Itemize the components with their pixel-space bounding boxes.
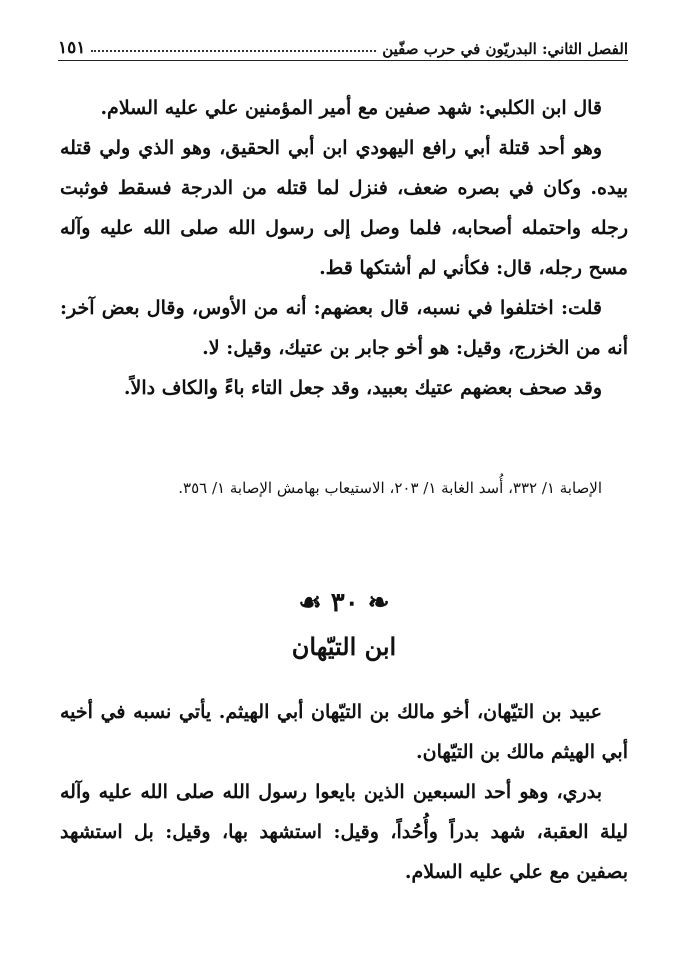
ornament-right-icon: ☙ [298,588,322,618]
running-header [58,30,628,58]
header-dot-leader [91,49,376,52]
header-rule [58,60,628,61]
footnote [60,470,626,506]
ornament-left-icon: ❧ [367,588,390,618]
paragraph: عبيد بن التيّهان، أخو مالك بن التيّهان أبي الهيثم. يأتي نسبه في أخيه أبي الهيثم مالك بن التيّهان. [60,701,628,763]
footnote-text: الإصابة ١/ ٣٣٢، أُسد الغابة ١/ ٢٠٣، الاستيعاب بهامش الإصابة ١/ ٣٥٦. [178,479,602,497]
paragraph: قال ابن الكلبي: شهد صفين مع أمير المؤمنين علي عليه السلام. [100,97,602,119]
paragraph: وهو أحد قتلة أبي رافع اليهودي ابن أبي الحقيق، وهو الذي ولي قتله بيده. وكان في بصره ضعف، فنزل لما قتله من الدرجة فسقط فوثبت رجله واحتمله أصحابه، فلما وصل إلى رسول الله صلى الله عليه وآله مسح رجله، قال: فكأني لم أشتكها قط. [60,137,628,279]
chapter-title: الفصل الثاني: البدريّون في حرب صفّين [382,40,628,58]
entry-number-ornament [0,588,688,618]
section-two-text [60,692,628,892]
page-number: ١٥١ [58,38,86,58]
entry-number: ٣٠ [330,588,359,618]
section-one-text [60,88,628,408]
paragraph: وقد صحف بعضهم عتيك بعبيد، وقد جعل التاء باءً والكاف دالاً. [123,377,602,399]
paragraph: قلت: اختلفوا في نسبه، قال بعضهم: أنه من الأوس، وقال بعض آخر: أنه من الخزرج، وقيل: هو أخو جابر بن عتيك، وقيل: لا. [60,297,628,359]
entry-title: ابن التيّهان [291,632,397,661]
paragraph: بدري، وهو أحد السبعين الذين بايعوا رسول الله صلى الله عليه وآله ليلة العقبة، شهد بدراً وأُحُداً، وقيل: استشهد بها، وقيل: بل استشهد بصفين مع علي عليه السلام. [60,781,628,883]
